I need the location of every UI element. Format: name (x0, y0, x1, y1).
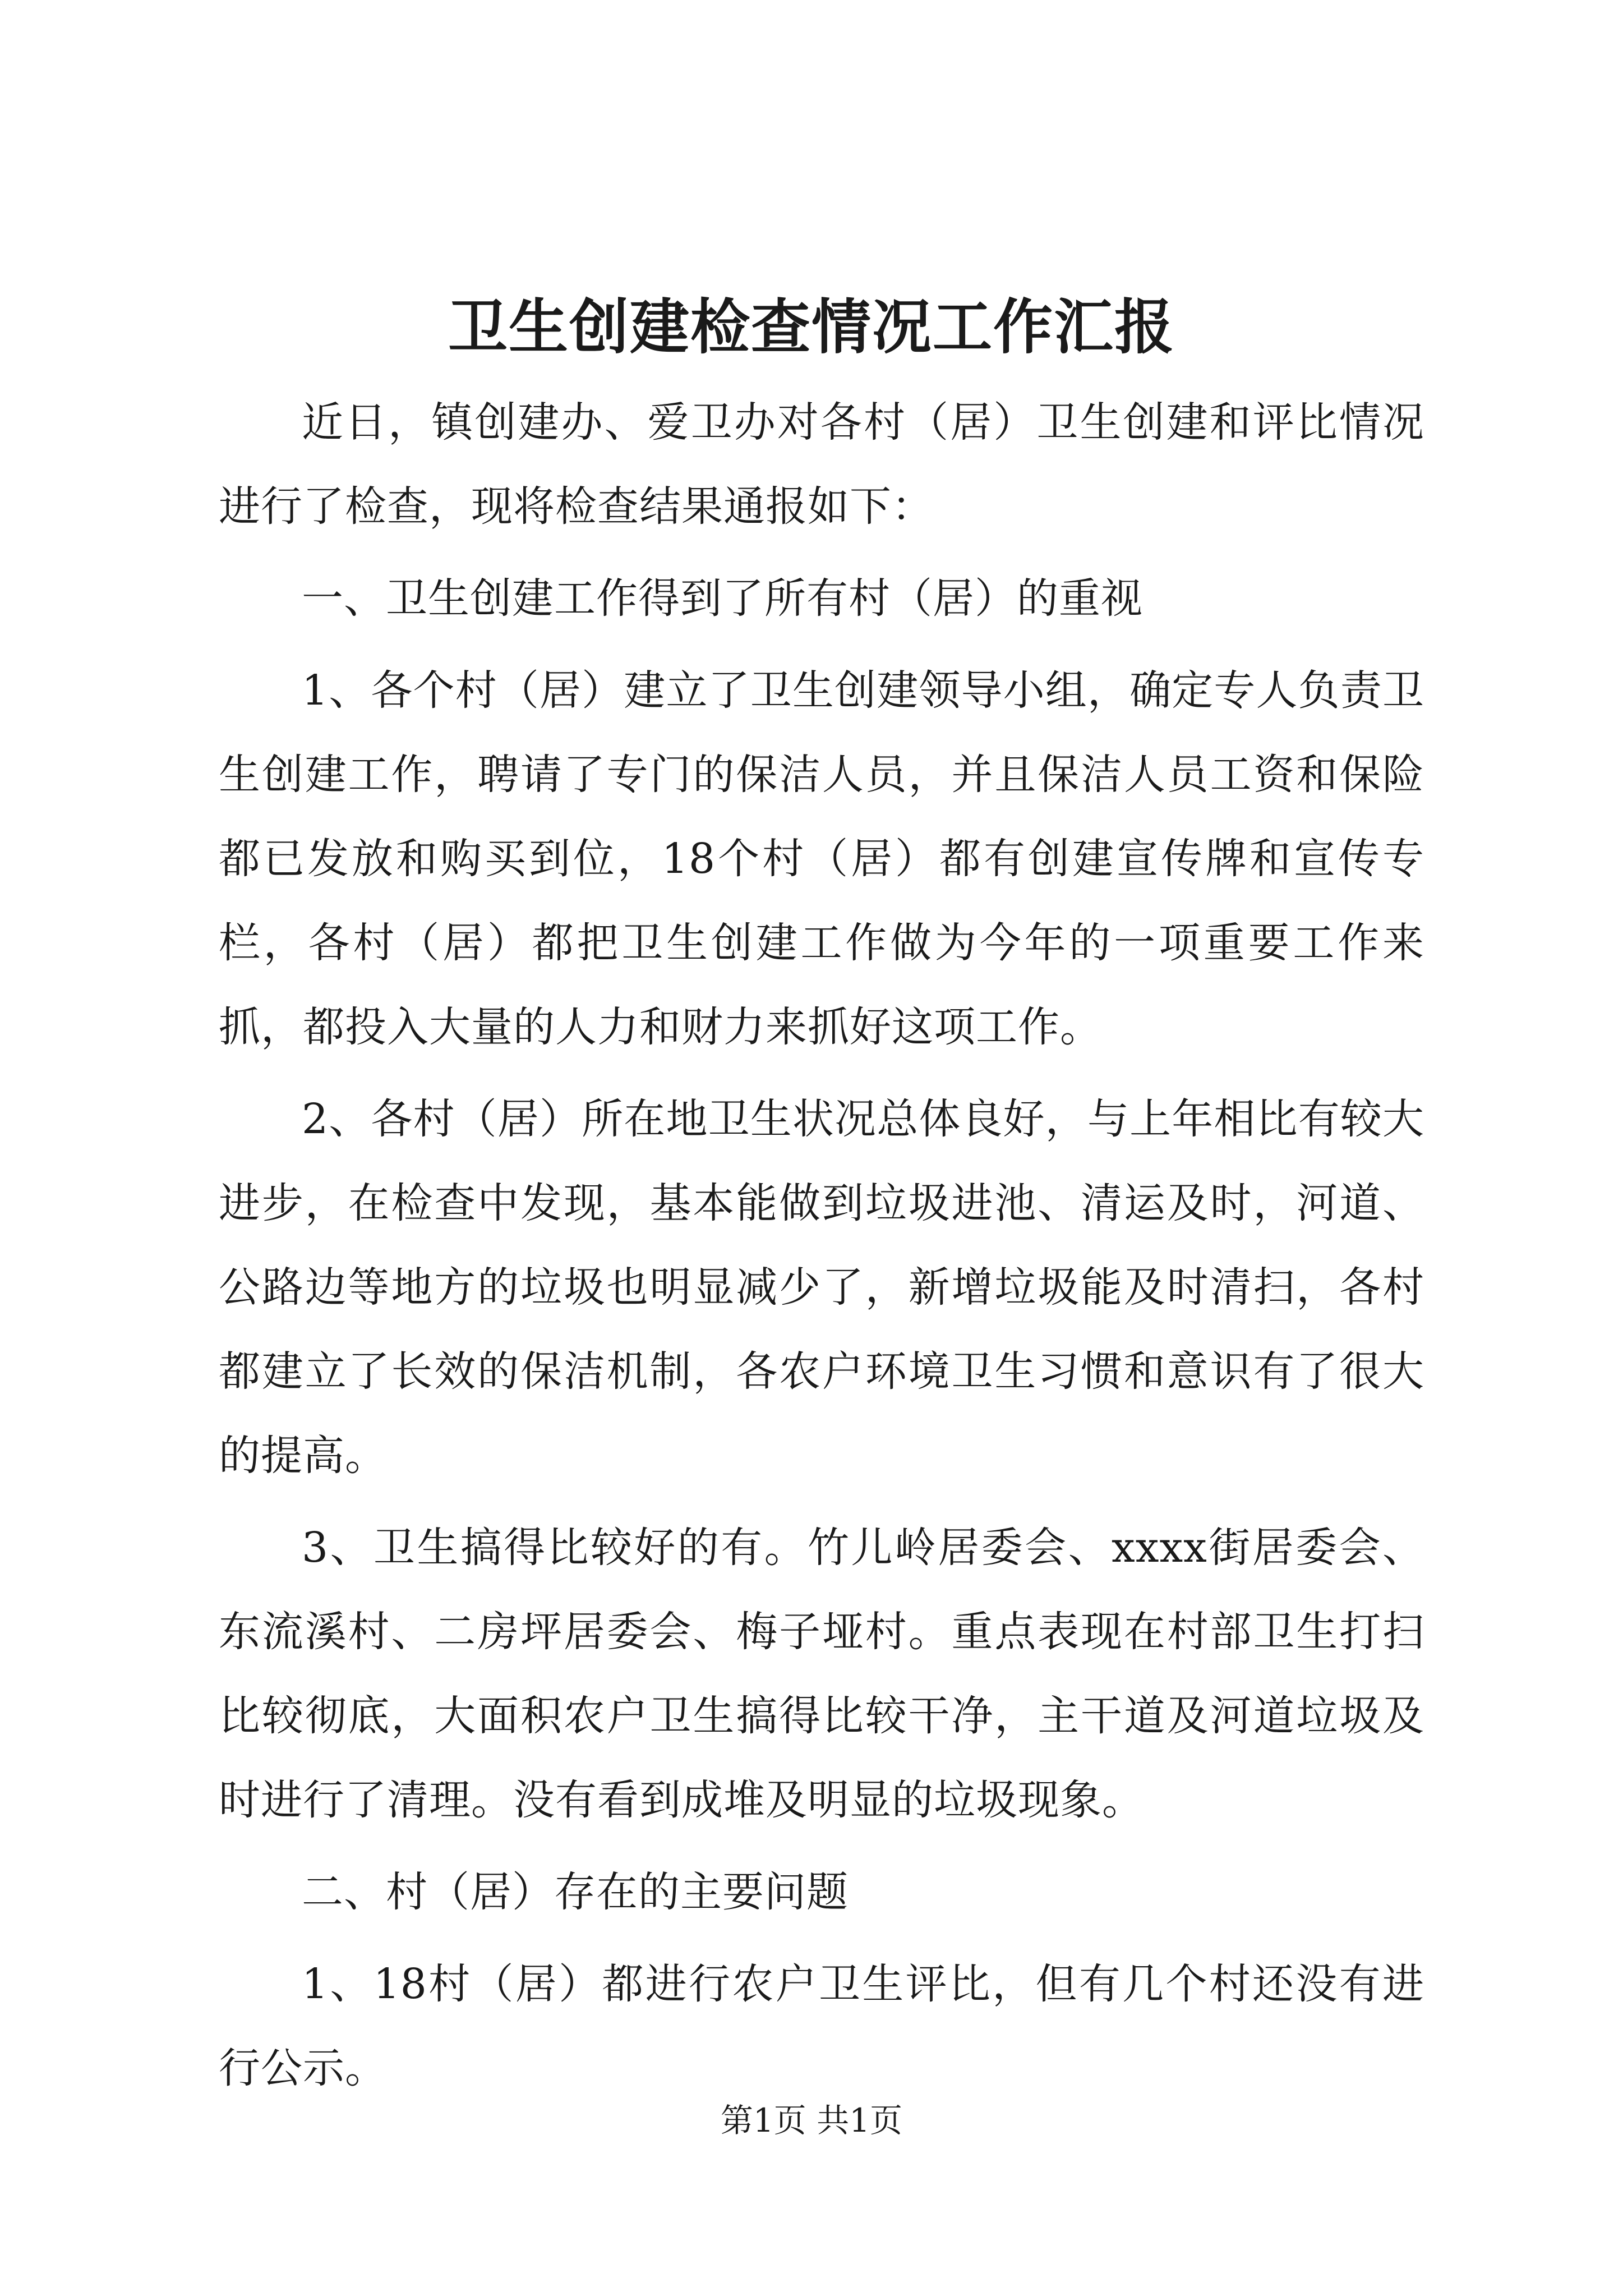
paragraph-1-1: 1、各个村（居）建立了卫生创建领导小组，确定专人负责卫生创建工作，聘请了专门的保洁人员，并且保洁人员工资和保险都已发放和购买到位，18个村（居）都有创建宣传牌和宣传专栏，各村（居）都把卫生创建工作做为今年的一项重要工作来抓，都投入大量的人力和财力来抓好这项工作。 (219, 666, 1424, 1051)
paragraph-1-3: 3、卫生搞得比较好的有。竹儿岭居委会、xxxx街居委会、东流溪村、二房坪居委会、梅子垭村。重点表现在村部卫生打扫比较彻底，大面积农户卫生搞得比较干净，主干道及河道垃圾及时进行了清理。没有看到成堆及明显的垃圾现象。 (219, 1524, 1424, 1824)
paragraph-intro: 近日，镇创建办、爱卫办对各村（居）卫生创建和评比情况进行了检查，现将检查结果通报如下： (219, 398, 1424, 531)
paragraph-2-1: 1、18村（居）都进行农户卫生评比，但有几个村还没有进行公示。 (219, 1960, 1424, 2092)
section-heading-2: 二、村（居）存在的主要问题 (302, 1868, 849, 1916)
document-title: 卫生创建检查情况工作汇报 (448, 292, 1175, 362)
document-body (219, 380, 1424, 2118)
page-number-label: 第1页 共1页 (720, 2101, 903, 2139)
section-heading-1: 一、卫生创建工作得到了所有村（居）的重视 (302, 574, 1143, 623)
paragraph-1-2: 2、各村（居）所在地卫生状况总体良好，与上年相比有较大进步，在检查中发现，基本能做到垃圾进池、清运及时，河道、公路边等地方的垃圾也明显减少了，新增垃圾能及时清扫，各村都建立了长效的保洁机制，各农户环境卫生习惯和意识有了很大的提高。 (219, 1095, 1424, 1480)
page-footer (0, 2098, 1623, 2143)
